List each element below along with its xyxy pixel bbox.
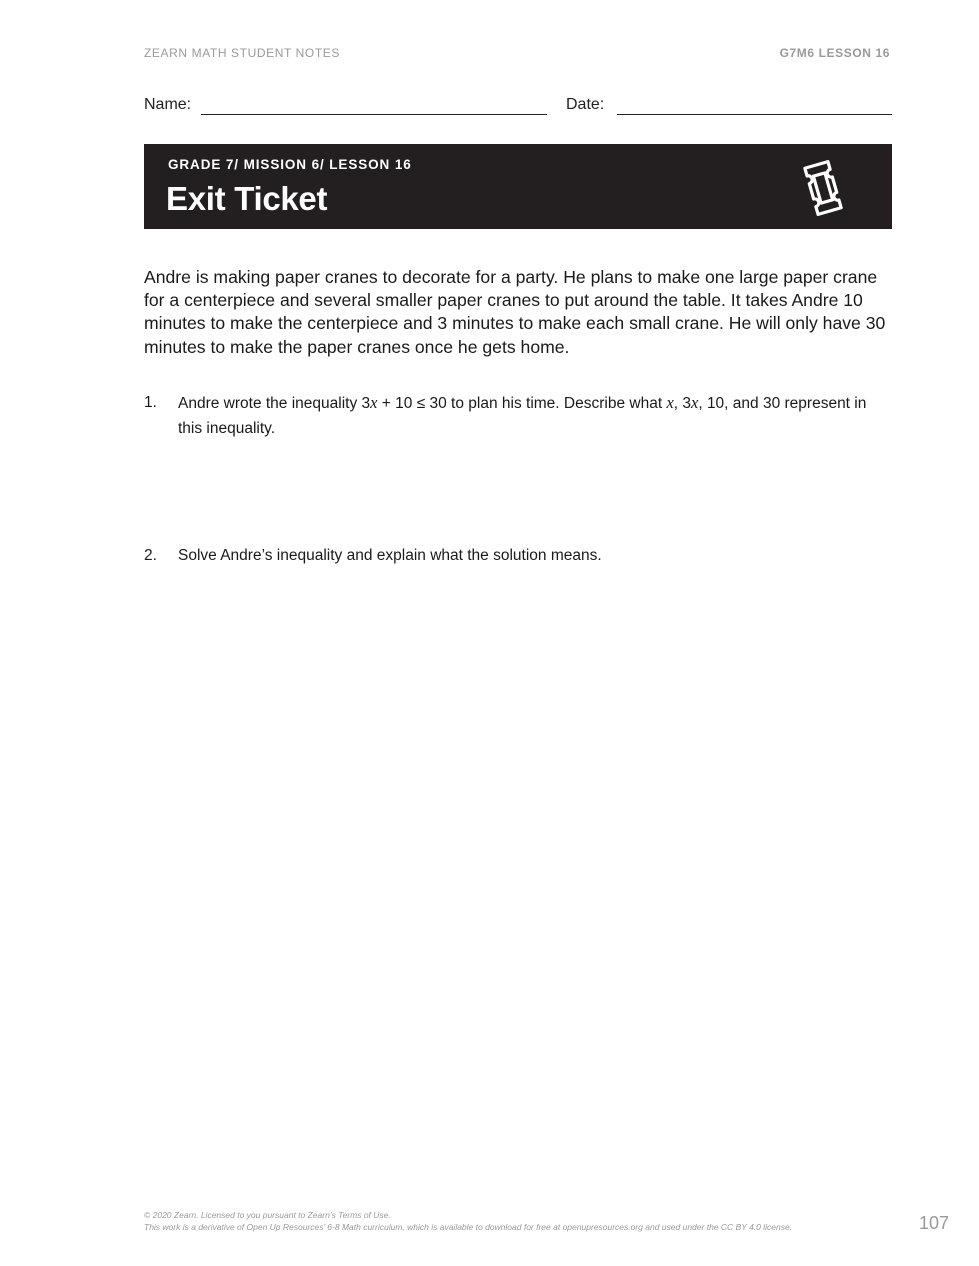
- question-number: 2.: [144, 547, 157, 564]
- header-left: ZEARN MATH STUDENT NOTES: [144, 46, 340, 60]
- copyright-line: © 2020 Zearn. Licensed to you pursuant to Zearn’s Terms of Use.: [144, 1210, 391, 1220]
- ticket-icon: [799, 160, 847, 216]
- variable-x: x: [370, 393, 378, 412]
- name-date-row: [144, 96, 892, 118]
- variable-x: x: [666, 393, 674, 412]
- question-text: Andre wrote the inequality 3x + 10 ≤ 30 to plan his time. Describe what x, 3x, 10, and 30 represent in this inequality.: [178, 393, 867, 437]
- name-field[interactable]: [201, 114, 547, 115]
- lesson-code: G7M6 LESSON 16: [779, 46, 890, 60]
- license-footer: [144, 1210, 792, 1233]
- banner-subtitle: GRADE 7/ MISSION 6/ LESSON 16: [168, 157, 412, 172]
- exit-ticket-banner: [144, 144, 892, 229]
- license-line: This work is a derivative of Open Up Resources’ 6-8 Math curriculum, which is available to download for free at openupresources.org and used under the CC BY 4.0 license.: [144, 1221, 793, 1232]
- page-number: 107: [918, 1213, 949, 1233]
- variable-x: x: [691, 393, 699, 412]
- question-1: [144, 390, 892, 441]
- question-2: [144, 543, 892, 568]
- question-text: Solve Andre’s inequality and explain what the solution means.: [178, 547, 602, 564]
- date-field[interactable]: [617, 114, 892, 115]
- question-number: 1.: [144, 394, 157, 411]
- name-label: Name:: [144, 96, 192, 113]
- date-label: Date:: [566, 96, 605, 113]
- problem-intro: Andre is making paper cranes to decorate for a party. He plans to make one large paper crane for a centerpiece and several smaller paper cranes to put around the table. It takes Andre 10 minutes to make the centerpiece and 3 minutes to make each small crane. He will only have 30 minutes to make the paper cranes once he gets home.: [144, 267, 886, 357]
- page-title: Exit Ticket: [166, 180, 328, 217]
